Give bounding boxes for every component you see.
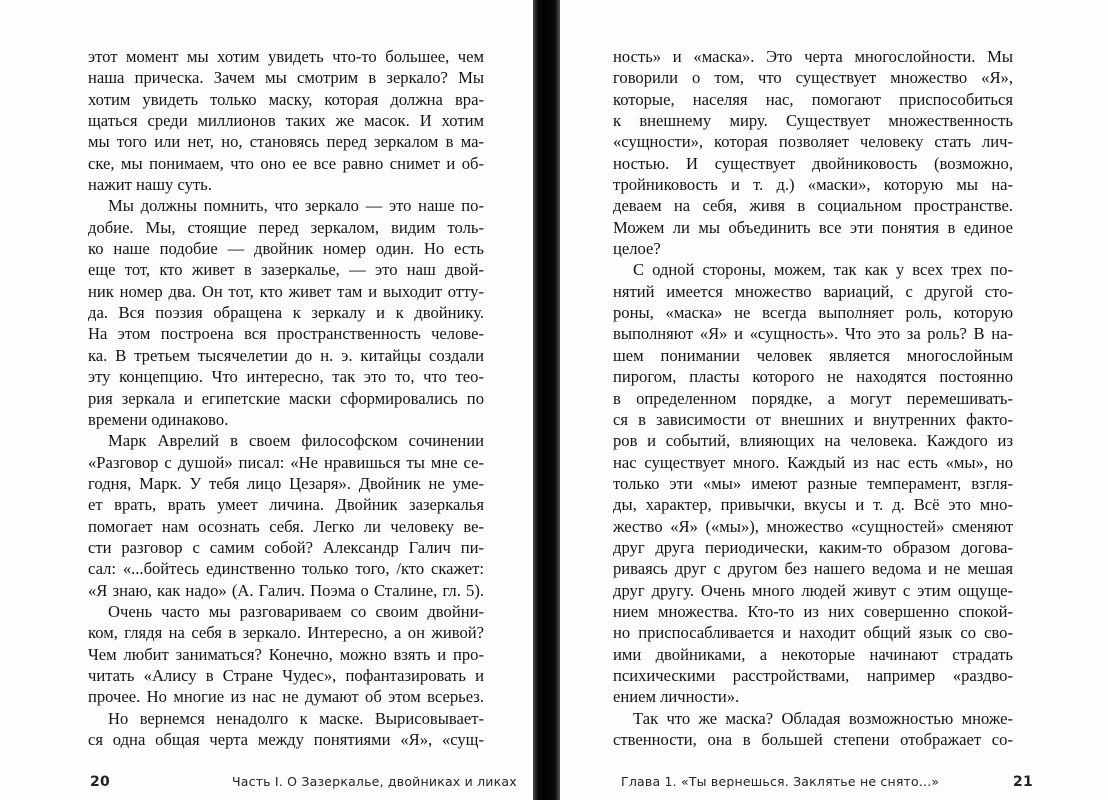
text-line: рия зеркала и египетские маски сформировались по [88, 388, 484, 408]
text-line: шем понимании человек является многослойным [613, 345, 1013, 365]
left-running-header: Часть I. О Зазеркалье, двойниках и ликах [232, 774, 517, 789]
text-line: которые, населяя нас, помогают приспособиться [613, 89, 1013, 109]
text-line: ды, характер, привычки, вкусы и т. д. Всё это мно- [613, 495, 1013, 515]
text-line: говорили о том, что существует множество «Я», [613, 68, 1013, 88]
text-line: сти разговор с самим собой? Александр Галич пи- [88, 537, 484, 557]
text-line: На этом построена вся пространственность челове- [88, 324, 484, 344]
text-line: ник номер два. Он тот, кто живет там и выходит отту- [88, 281, 484, 301]
text-line: ими двойниками, а некоторые начинают страдать [613, 644, 1013, 664]
text-line: еще тот, кто живет в зазеркалье, — это наш двой- [88, 260, 484, 280]
text-line: ностью. И существует двойниковость (возможно, [613, 153, 1013, 173]
text-line: времени одинаково. [88, 409, 229, 429]
text-line: ров и событий, влияющих на человека. Каждого из [613, 431, 1013, 451]
text-line: ность» и «маска». Это черта многослойности. Мы [613, 47, 1013, 66]
text-line: «Я знаю, как надо» (А. Галич. Поэма о Сталине, гл. 5). [88, 580, 484, 600]
text-line: к внешнему миру. Существует множественность [613, 111, 1013, 131]
text-line: Но вернемся ненадолго к маске. Вырисовывает- [108, 708, 484, 728]
text-line: читать «Алису в Стране Чудес», пофантазировать и [88, 665, 484, 685]
text-line: Мы должны помнить, что зеркало — это наше по- [108, 196, 484, 216]
text-line: этот момент мы хотим увидеть что-то большее, чем [88, 47, 484, 66]
text-line: нас существует много. Каждый из нас есть «мы», но [613, 452, 1013, 472]
text-line: С одной стороны, можем, так как у всех трех по- [633, 260, 1013, 280]
text-line: прочее. Но многие из нас не думают об этом всерьез. [88, 687, 484, 707]
right-page-text [613, 46, 1013, 750]
left-page-text [88, 46, 484, 750]
text-line: друг другу. Очень много людей живут с этим ощуще- [613, 580, 1013, 600]
text-line: мы того или нет, но, становясь перед зеркалом в ма- [88, 132, 484, 152]
text-line: «сущности», которая позволяет человеку стать лич- [613, 132, 1013, 152]
right-page-number: 21 [1013, 774, 1033, 790]
text-line: Чем любит заниматься? Конечно, можно взять и про- [88, 644, 484, 664]
text-line: нием множества. Кто-то из них совершенно спокой- [613, 601, 1013, 621]
text-line: ко наше подобие — двойник номер один. Но есть [88, 239, 484, 259]
text-line: нятий имеется множество вариаций, с другой сто- [613, 281, 1013, 301]
text-line: Марк Аврелий в своем философском сочинении [108, 431, 484, 451]
text-line: только эти «мы» имеют разные темперамент, взгля- [613, 473, 1013, 493]
text-line: да. Вся поэзия обращена к зеркалу и к двойнику. [88, 303, 484, 323]
text-line: ением личности». [613, 687, 740, 707]
text-line: «Разговор с душой» писал: «Не нравишься ты мне се- [88, 452, 484, 472]
left-page-number: 20 [90, 774, 110, 790]
text-line: хотим увидеть только маску, которая должна вра- [88, 89, 484, 109]
right-running-header: Глава 1. «Ты вернешься. Заклятье не снято...» [621, 774, 940, 789]
text-line: помогает нам осознать себя. Легко ли человеку ве- [88, 516, 484, 536]
text-line: щаться среди миллионов таких же масок. И хотим [88, 111, 484, 131]
text-line: эту концепцию. Что интересно, так это то, что тео- [88, 367, 484, 387]
text-line: ся в зависимости от внешних и внутренних факто- [613, 409, 1013, 429]
text-line: Очень часто мы разговариваем со своим двойни- [108, 601, 484, 621]
text-line: роны, «маска» не всегда выполняет роль, которую [613, 303, 1013, 323]
text-line: в определенном порядке, а могут перемешивать- [613, 388, 1013, 408]
text-line: сал: «...бойтесь единственно только того, /кто скажет: [88, 559, 484, 579]
right-page [560, 0, 1108, 800]
text-line: наша прическа. Зачем мы смотрим в зеркало? Мы [88, 68, 484, 88]
text-line: психическими расстройствами, например «раздво- [613, 665, 1013, 685]
left-page [0, 0, 535, 800]
text-line: нажит нашу суть. [88, 175, 212, 195]
text-line: ске, мы понимаем, что оно ее все равно снимет и об- [88, 153, 484, 173]
text-line: ет врать, врать умеет личина. Двойник зазеркалья [88, 495, 484, 515]
text-line: друг друга периодически, каким-то образом догова- [613, 537, 1013, 557]
text-line: выполняют «Я» и «сущность». Что это за роль? В на- [613, 324, 1013, 344]
text-line: риваясь друг с другом без нашего ведома и не мешая [613, 559, 1013, 579]
text-line: ка. В третьем тысячелетии до н. э. китайцы создали [88, 345, 484, 365]
text-line: пирогом, пласты которого не находятся постоянно [613, 367, 1013, 387]
text-line: ственности, она в большей степени отображает со- [613, 730, 1013, 749]
text-line: жество «Я» («мы»), множество «сущностей» сменяют [613, 516, 1013, 536]
text-line: но приспосабливается и находит общий язык со сво- [613, 623, 1013, 643]
text-line: годня, Марк. У тебя лицо Цезаря». Двойник не уме- [88, 473, 484, 493]
text-line: целое? [613, 239, 661, 259]
book-gutter [533, 0, 560, 800]
text-line: ком, глядя на себя в зеркало. Интересно, а он живой? [88, 623, 484, 643]
text-line: Можем ли мы объединить все эти понятия в единое [613, 217, 1013, 237]
text-line: деваем на себя, живя в социальном пространстве. [613, 196, 1013, 216]
text-line: добие. Мы, стоящие перед зеркалом, видим толь- [88, 217, 484, 237]
text-line: Так что же маска? Обладая возможностью множе- [633, 708, 1013, 728]
text-line: ся одна общая черта между понятиями «Я», «сущ- [88, 730, 484, 749]
text-line: тройниковость и т. д.) «маски», которую мы на- [613, 175, 1013, 195]
